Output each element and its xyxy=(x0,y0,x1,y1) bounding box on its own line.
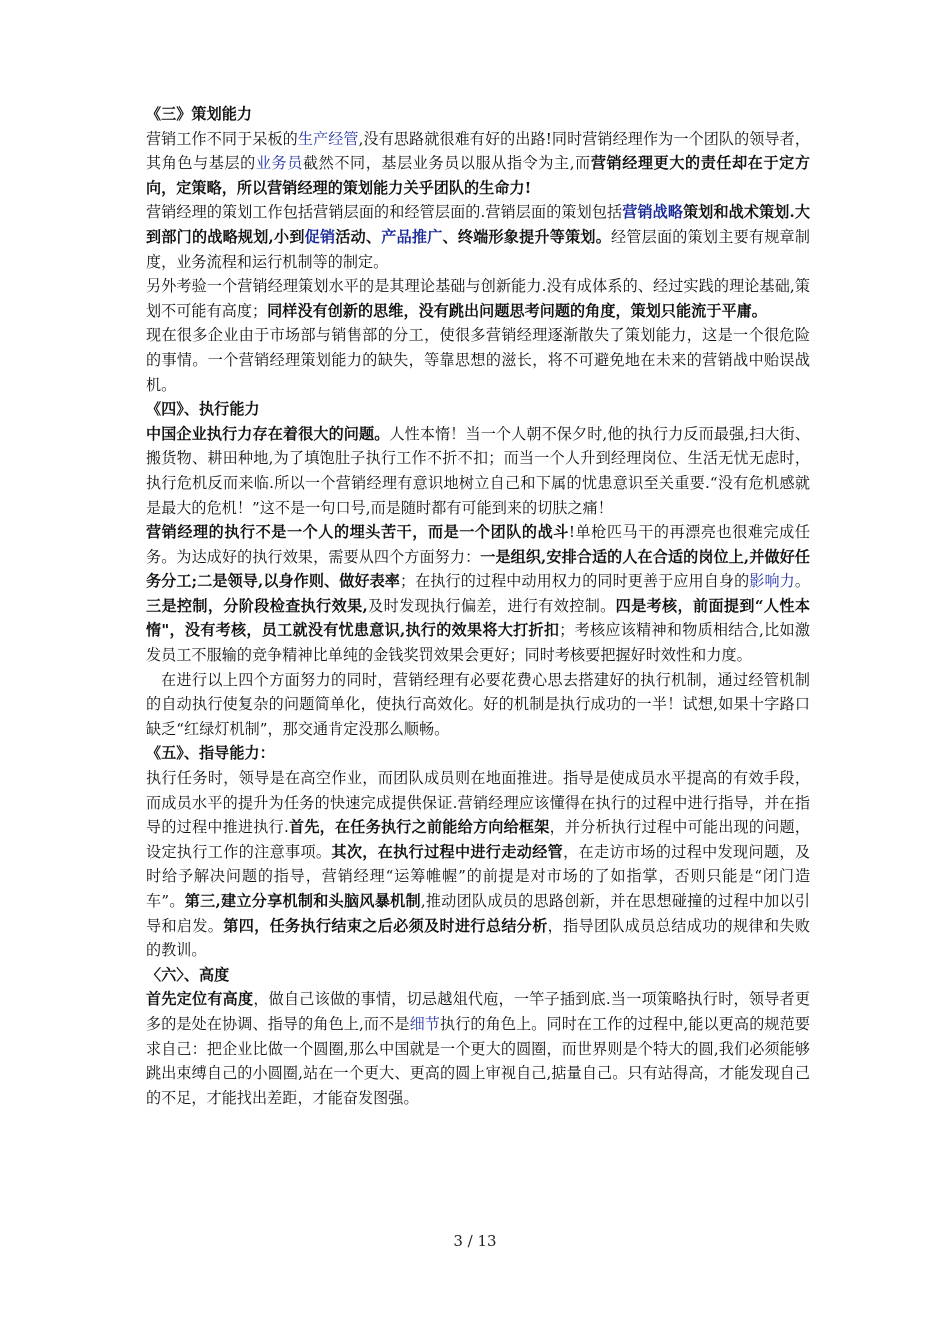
hyperlink-term[interactable]: 业务员 xyxy=(255,154,303,173)
text-run: 现在很多企业由于市场部与销售部的分工，使很多营销经理逐渐散失了策划能力，这是一个很危险的事情。一个营销经理策划能力的缺失，等靠思想的滋长，将不可避免地在未来的营销战中贻误战机。 xyxy=(146,326,810,394)
paragraph xyxy=(146,127,810,201)
page-number: 3 / 13 xyxy=(453,1232,497,1250)
text-run: ，指导团队成员总结成功的规律和失败的教训。 xyxy=(146,916,810,960)
bold-text: 第四，任务执行结束之后必须及时进行总结分析 xyxy=(223,916,548,935)
text-run: ，在走访市场的过程中发现问题，及时给予解决问题的指导，营销经理“运筹帷幄”的前提是对市场的了如指掌，否则只能是“闭门造车”。 xyxy=(146,842,810,910)
text-run: 人性本惰！当一个人朝不保夕时,他的执行力反而最强,扫大街、搬货物、耕田种地,为了填饱肚子执行工作不折不扣；而当一个人升到经理岗位、生活无忧无虑时，执行危机反而来临.所以一个营销经理有意识地树立自己和下属的忧患意识至关重要.“没有危机感就是最大的危机！”这不是一句口号,而是随时都有可能到来的切肤之痛！ xyxy=(146,424,810,517)
bold-text: 营销经理更大的责任却在于定方向，定策略，所以营销经理的策划能力关乎团队的生命力! xyxy=(146,154,811,197)
text-run: 执行的角色上。同时在工作的过程中,能以更高的规范要求自己：把企业比做一个圆圈,那么中国就是一个更大的圆圈，而世界则是个特大的圆,我们必须能够跳出束缚自己的小圆圈,站在一个更大、更高的圆上审视自己,掂量自己。只有站得高，才能发现自己的不足，才能找出差距，才能奋发图强。 xyxy=(146,1014,810,1107)
hyperlink-term[interactable]: 影响力 xyxy=(749,572,795,591)
paragraph xyxy=(146,200,810,274)
section-heading-execution: 《四》、执行能力 xyxy=(146,400,260,419)
bold-text: 四是考核，前面提到“人性本惰"，没有考核，员工就没有忧患意识,执行的效果将大打折扣 xyxy=(146,596,810,640)
text-run: 营销工作不同于呆板的 xyxy=(146,129,298,148)
bold-text: 中国企业执行力存在着很大的问题。 xyxy=(146,424,390,443)
bold-text: 首先，在任务执行之前能给方向给框架 xyxy=(288,818,550,837)
text-run: ，并分析执行过程中可能出现的问题，设定执行工作的注意事项。 xyxy=(146,818,810,861)
paragraph xyxy=(146,274,810,323)
bold-text: 同样没有创新的思维，没有跳出问题思考问题的角度，策划只能流于平庸。 xyxy=(267,301,767,320)
text-run: 经管层面的策划主要有规章制度，业务流程和运行机制等的制定。 xyxy=(146,227,810,271)
text-run: ,没有思路就很难有好的出路!同时营销经理作为一个团队的领导者，其角色与基层的 xyxy=(146,129,810,173)
bold-text: 三是控制，分阶段检查执行效果, xyxy=(146,596,368,615)
text-run: ；考核应该精神和物质相结合,比如激发员工不服输的竞争精神比单纯的金钱奖罚效果会更好；同时考核要把握好时效性和力度。 xyxy=(146,621,810,665)
text-run: ，做自己该做的事情，切忌越俎代庖，一竿子插到底.当一项策略执行时，领导者更多的是处在协调、指导的角色上,而不是 xyxy=(146,990,810,1033)
section-heading-height: 〈六〉、高度 xyxy=(146,965,230,984)
section-heading-guidance: 《五》、指导能力： xyxy=(146,744,275,763)
paragraph xyxy=(146,987,810,1110)
text-run: ,推动团队成员的思路创新，并在思想碰撞的过程中加以引导和启发。 xyxy=(146,892,810,935)
hyperlink-term[interactable]: 产品推广 xyxy=(381,227,443,246)
bold-text: 首先定位有高度 xyxy=(146,990,254,1009)
bold-text: 第三,建立分享机制和头脑风暴机制 xyxy=(184,892,421,910)
text-run: 在进行以上四个方面努力的同时，营销经理有必要花费心思去搭建好的执行机制，通过经管机制的自动执行使复杂的问题简单化，使执行高效化。好的机制是执行成功的一半！试想,如果十字路口缺乏“红绿灯机制”，那交通肯定没那么顺畅。 xyxy=(146,670,810,738)
hyperlink-term[interactable]: 促销 xyxy=(304,227,336,246)
text-run: 执行任务时，领导是在高空作业，而团队成员则在地面推进。指导是使成员水平提高的有效手段，而成员水平的提升为任务的快速完成提供保证.营销经理应该懂得在执行的过程中进行指导，并在指导的过程中推进执行. xyxy=(146,769,810,837)
document-body xyxy=(146,102,810,1110)
text-run: 截然不同，基层业务员以服从指令为主,而 xyxy=(302,154,591,173)
paragraph xyxy=(146,422,810,520)
text-run: 另外考验一个营销经理策划水平的是其理论基础与创新能力.没有成体系的、经过实践的理论基础,策划不可能有高度； xyxy=(146,277,810,320)
paragraph xyxy=(146,520,810,668)
text-run: ；在执行的过程中动用权力的同时更善于应用自身的 xyxy=(400,572,750,591)
paragraph xyxy=(146,668,810,742)
hyperlink-term[interactable]: 细节 xyxy=(409,1014,440,1033)
text-run: 及时发现执行偏差，进行有效控制。 xyxy=(367,596,616,615)
paragraph xyxy=(146,766,810,963)
hyperlink-term[interactable]: 生产经管 xyxy=(297,129,359,148)
section-heading-planning: 《三》策划能力 xyxy=(146,105,253,123)
hyperlink-term[interactable]: 营销战略 xyxy=(622,203,684,222)
text-run: !单枪匹马干的再漂亮也很难完成任务。为达成好的执行效果，需要从四个方面努力： xyxy=(146,523,810,566)
text-run: 营销经理的策划工作包括营销层面的和经管层面的.营销层面的策划包括 xyxy=(146,203,623,222)
bold-text: 、终端形象提升等策划。 xyxy=(442,227,612,246)
bold-text: 其次，在执行过程中进行走动经管 xyxy=(331,842,564,861)
bold-text: 营销经理的执行不是一个人的埋头苦干，而是一个团队的战斗 xyxy=(146,523,569,542)
bold-text: 活动、 xyxy=(335,227,382,246)
paragraph xyxy=(146,323,810,397)
bold-text: 策划和战术策划.大到部门的战略规划,小到 xyxy=(146,203,810,246)
text-run: 。 xyxy=(794,572,810,591)
bold-text: 一是组织,安排合适的人在合适的岗位上,并做好任务分工;二是领导,以身作则、做好表率 xyxy=(146,547,810,591)
